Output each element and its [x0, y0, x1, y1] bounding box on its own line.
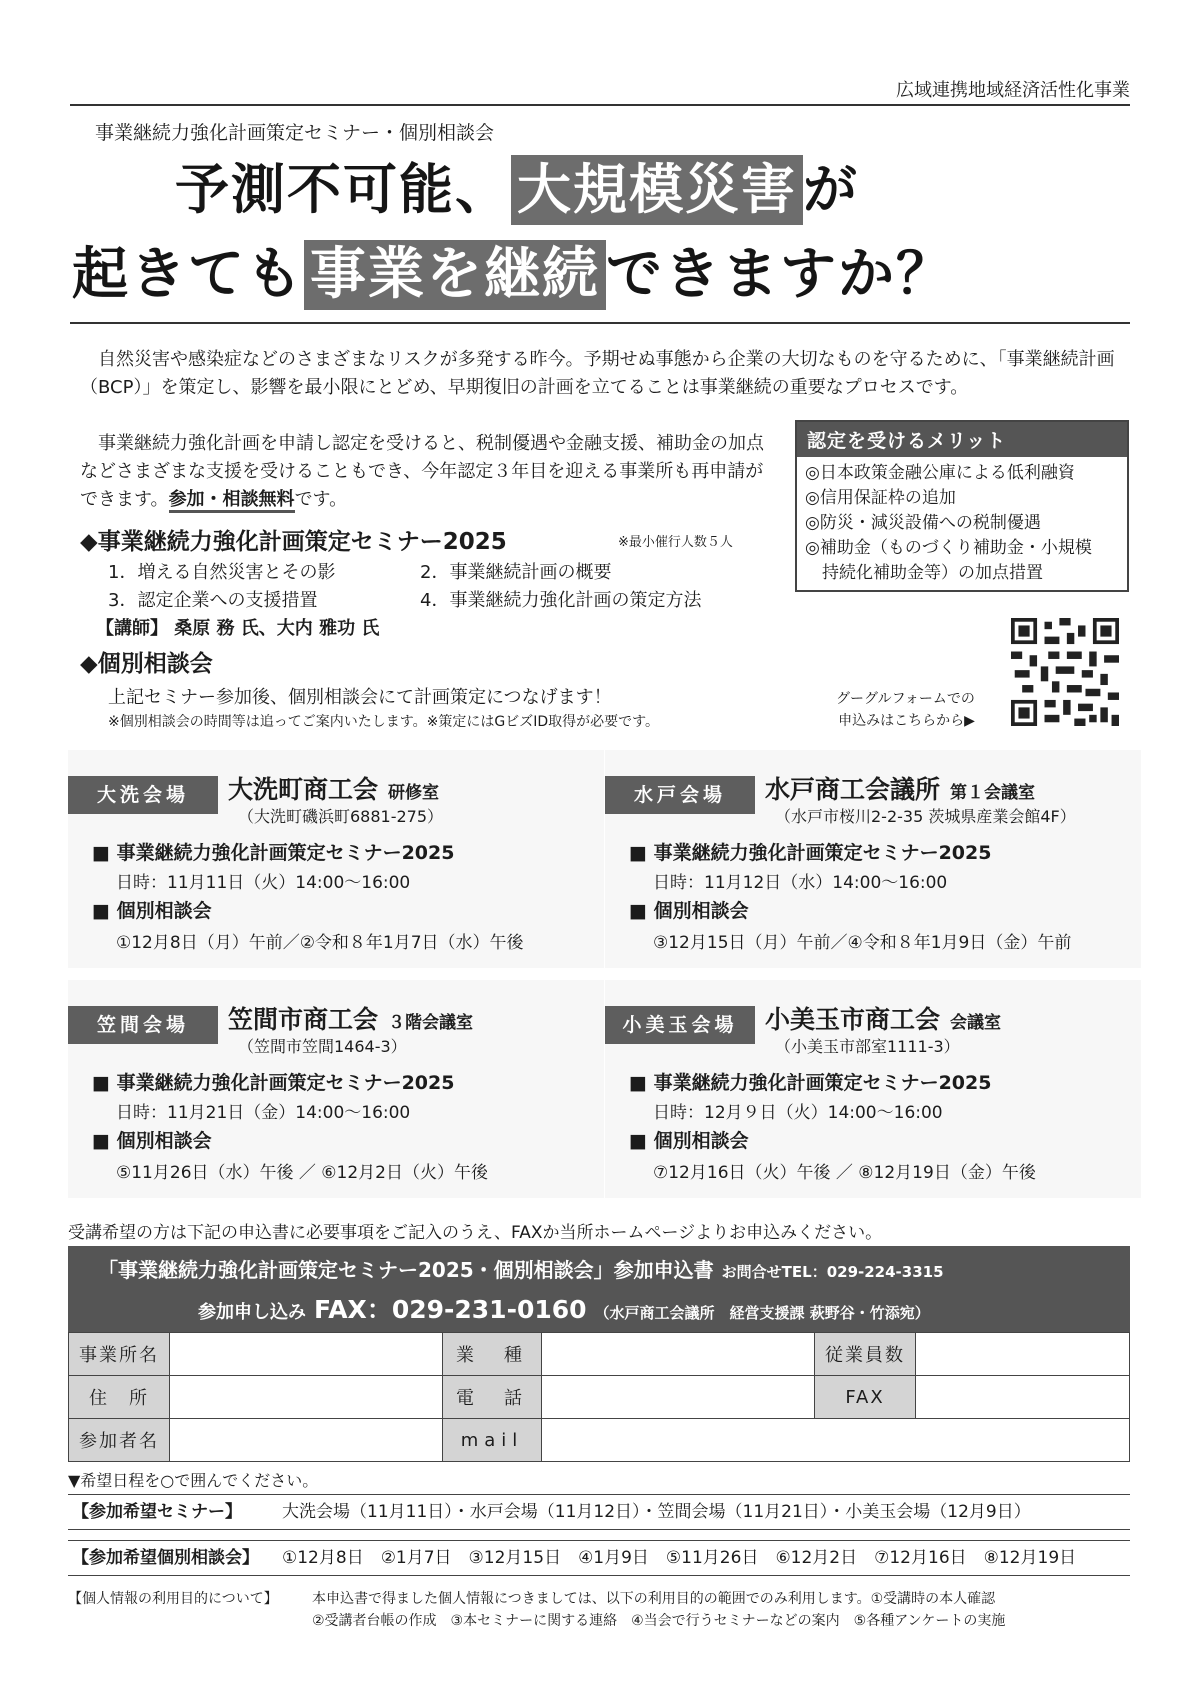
venue-name-text: 笠間市商工会 — [228, 1005, 379, 1034]
venue-seminar-label: ■ 事業継続力強化計画策定セミナー2025 — [629, 842, 992, 864]
seminar-choice-row[interactable] — [68, 1494, 1130, 1530]
lecturers: 【講師】 桑原 務 氏、大内 雅功 氏 — [96, 618, 380, 639]
fax-number: FAX：029-231-0160 — [314, 1295, 587, 1324]
headline-divider — [70, 322, 1130, 324]
venue-room: 第１会議室 — [950, 783, 1036, 803]
venue-name — [765, 1000, 1001, 1036]
consultation-note: ※個別相談会の時間等は追ってご案内いたします。※策定にはGビズID取得が必要です。 — [108, 714, 659, 730]
application-form — [68, 1332, 1130, 1462]
venue-seminar-date: 日時：12月９日（火）14:00〜16:00 — [653, 1103, 943, 1123]
venue-address: （大洗町磯浜町6881-275） — [238, 807, 444, 826]
form-recipient: （水戸商工会議所 経営支援課 萩野谷・竹添宛） — [594, 1304, 930, 1322]
venue-kasama — [68, 980, 604, 1198]
headline-text: 予測不可能、 — [175, 158, 511, 221]
fax-field[interactable] — [916, 1376, 1130, 1419]
free-admission: 参加・相談無料 — [169, 489, 295, 513]
consultation-text: 上記セミナー参加後、個別相談会にて計画策定につなげます！ — [108, 687, 612, 708]
form-title: 「事業継続力強化計画策定セミナー2025・個別相談会」参加申込書 — [98, 1258, 714, 1282]
mail-field[interactable] — [542, 1419, 1130, 1462]
venue-tag: 笠間会場 — [68, 1006, 218, 1044]
venue-consult-label: ■ 個別相談会 — [92, 900, 212, 922]
contact-tel: お問合せTEL：029-224-3315 — [721, 1263, 944, 1281]
venue-address: （小美玉市部室1111-3） — [775, 1037, 960, 1056]
headline-highlight: 事業を継続 — [304, 240, 606, 310]
privacy-text: ②受講者台帳の作成 ③本セミナーに関する連絡 ④当会で行うセミナーなどの案内 ⑤各種アンケートの実施 — [312, 1613, 1006, 1629]
headline-line-1 — [175, 155, 859, 225]
form-header — [68, 1246, 1130, 1332]
merit-box — [795, 420, 1129, 592]
venue-consult-label: ■ 個別相談会 — [92, 1130, 212, 1152]
venue-consult-label: ■ 個別相談会 — [629, 900, 749, 922]
venue-seminar-label: ■ 事業継続力強化計画策定セミナー2025 — [92, 1072, 455, 1094]
consult-choice-row[interactable] — [68, 1540, 1130, 1576]
merit-item: ◎日本政策金融公庫による低利融資 — [805, 463, 1075, 483]
fax-field-label: FAX — [815, 1376, 916, 1419]
venue-address: （笠間市笠間1464-3） — [238, 1037, 407, 1056]
venue-consult-slots: ⑤11月26日（水）午後 ／ ⑥12月2日（火）午後 — [116, 1163, 488, 1183]
headline-text: が — [803, 158, 859, 221]
event-subtitle: 事業継続力強化計画策定セミナー・個別相談会 — [95, 122, 495, 144]
phone-field[interactable] — [542, 1376, 815, 1419]
venue-name-text: 水戸商工会議所 — [765, 775, 941, 804]
venue-room: ３階会議室 — [388, 1013, 474, 1033]
venue-consult-slots: ①12月8日（月）午前／②令和８年1月7日（水）午後 — [116, 933, 524, 953]
venue-name — [228, 1000, 473, 1036]
qr-caption — [836, 688, 975, 732]
headline-text: できますか？ — [606, 242, 954, 307]
venue-tag: 大洗会場 — [68, 776, 218, 814]
venue-seminar-date: 日時：11月12日（水）14:00〜16:00 — [653, 873, 948, 893]
privacy-text: 本申込書で得ました個人情報につきましては、以下の利用目的の範囲でのみ利用します。①受講時の本人確認 — [312, 1591, 996, 1607]
company-label: 事業所名 — [69, 1333, 170, 1376]
intro-text: です。 — [294, 489, 348, 510]
program-tag: 広域連携地域経済活性化事業 — [896, 80, 1130, 101]
merit-item: ◎信用保証枠の追加 — [805, 488, 956, 508]
seminar-choice-options[interactable]: 大洗会場（11月11日）・水戸会場（11月12日）・笠間会場（11月21日）・小美玉会場（12月9日） — [282, 1502, 1031, 1522]
privacy-label: 【個人情報の利用目的について】 — [68, 1591, 278, 1607]
agenda-item: 1．増える自然災害とその影 — [108, 562, 336, 583]
seminar-note: ※最小催行人数５人 — [618, 535, 733, 550]
intro-text: 事業継続力強化計画を申請し認定を受けると、税制優遇や金融支援、補助金の加点などさまざまな支援を受けることもでき、今年認定３年目を迎える事業所も再申請ができます。 — [80, 433, 764, 510]
venue-name — [765, 770, 1035, 806]
participant-field[interactable] — [170, 1419, 443, 1462]
intro-paragraph-2 — [80, 430, 780, 514]
seminar-title: ◆事業継続力強化計画策定セミナー2025 — [80, 529, 507, 555]
company-field[interactable] — [170, 1333, 443, 1376]
qr-caption-line: 申込みはこちらから▶ — [838, 713, 975, 729]
venue-tag: 水戸会場 — [605, 776, 755, 814]
circle-instruction: ▼希望日程を○で囲んでください。 — [68, 1471, 319, 1490]
venue-omitama — [605, 980, 1141, 1198]
industry-field[interactable] — [542, 1333, 815, 1376]
merit-list — [805, 461, 1127, 586]
top-divider — [70, 104, 1130, 106]
qr-code-icon[interactable] — [1010, 618, 1120, 726]
apply-instructions: 受講希望の方は下記の申込書に必要事項をご記入のうえ、FAXか当所ホームページよりお申込みください。 — [68, 1223, 883, 1243]
venue-seminar-date: 日時：11月11日（火）14:00〜16:00 — [116, 873, 411, 893]
merit-item: ◎補助金（ものづくり補助金・小規模 — [805, 538, 1092, 558]
venue-consult-label: ■ 個別相談会 — [629, 1130, 749, 1152]
phone-label: 電 話 — [443, 1376, 542, 1419]
merit-item: ◎防災・減災設備への税制優遇 — [805, 513, 1041, 533]
consult-choice-options[interactable]: ①12月8日 ②1月7日 ③12月15日 ④1月9日 ⑤11月26日 ⑥12月2日 ⑦12月16日 ⑧12月19日 — [282, 1548, 1077, 1568]
headline-text: 起きても — [72, 242, 304, 307]
employees-field[interactable] — [916, 1333, 1130, 1376]
headline-line-2 — [72, 240, 954, 310]
participant-label: 参加者名 — [69, 1419, 170, 1462]
venue-address: （水戸市桜川2-2-35 茨城県産業会館4F） — [775, 807, 1076, 826]
venue-seminar-label: ■ 事業継続力強化計画策定セミナー2025 — [629, 1072, 992, 1094]
venue-oarai — [68, 750, 604, 968]
headline-highlight: 大規模災害 — [511, 155, 803, 225]
venue-tag: 小美玉会場 — [605, 1006, 755, 1044]
venue-name — [228, 770, 439, 806]
agenda-item: 4．事業継続力強化計画の策定方法 — [420, 590, 702, 611]
fax-label: 参加申し込み — [198, 1302, 306, 1323]
employees-label: 従業員数 — [815, 1333, 916, 1376]
consult-choice-label: 【参加希望個別相談会】 — [72, 1548, 259, 1568]
mail-label: mail — [443, 1419, 542, 1462]
venue-consult-slots: ③12月15日（月）午前／④令和８年1月9日（金）午前 — [653, 933, 1072, 953]
venue-name-text: 大洗町商工会 — [228, 775, 379, 804]
agenda-item: 3．認定企業への支援措置 — [108, 590, 318, 611]
form-fax-line — [198, 1290, 930, 1326]
merit-item: 持続化補助金等）の加点措置 — [805, 563, 1043, 583]
qr-caption-line: グーグルフォームでの — [836, 691, 975, 707]
venue-seminar-date: 日時：11月21日（金）14:00〜16:00 — [116, 1103, 411, 1123]
address-label: 住 所 — [69, 1376, 170, 1419]
consultation-title: ◆個別相談会 — [80, 651, 213, 677]
agenda-item: 2．事業継続計画の概要 — [420, 562, 612, 583]
address-field[interactable] — [170, 1376, 443, 1419]
venue-mito — [605, 750, 1141, 968]
merit-title: 認定を受けるメリット — [797, 422, 1127, 457]
form-title-line — [98, 1254, 944, 1283]
venue-room: 研修室 — [388, 783, 440, 803]
venue-room: 会議室 — [950, 1013, 1002, 1033]
seminar-choice-label: 【参加希望セミナー】 — [72, 1502, 242, 1522]
intro-paragraph-1: 自然災害や感染症などのさまざまなリスクが多発する昨今。予期せぬ事態から企業の大切なものを守るために、「事業継続計画（BCP）」を策定し、影響を最小限にとどめ、早期復旧の計画を立てることは事業継続の重要なプロセスです。 — [80, 349, 1115, 398]
venue-name-text: 小美玉市商工会 — [765, 1005, 941, 1034]
industry-label: 業 種 — [443, 1333, 542, 1376]
venue-consult-slots: ⑦12月16日（火）午後 ／ ⑧12月19日（金）午後 — [653, 1163, 1036, 1183]
venue-seminar-label: ■ 事業継続力強化計画策定セミナー2025 — [92, 842, 455, 864]
